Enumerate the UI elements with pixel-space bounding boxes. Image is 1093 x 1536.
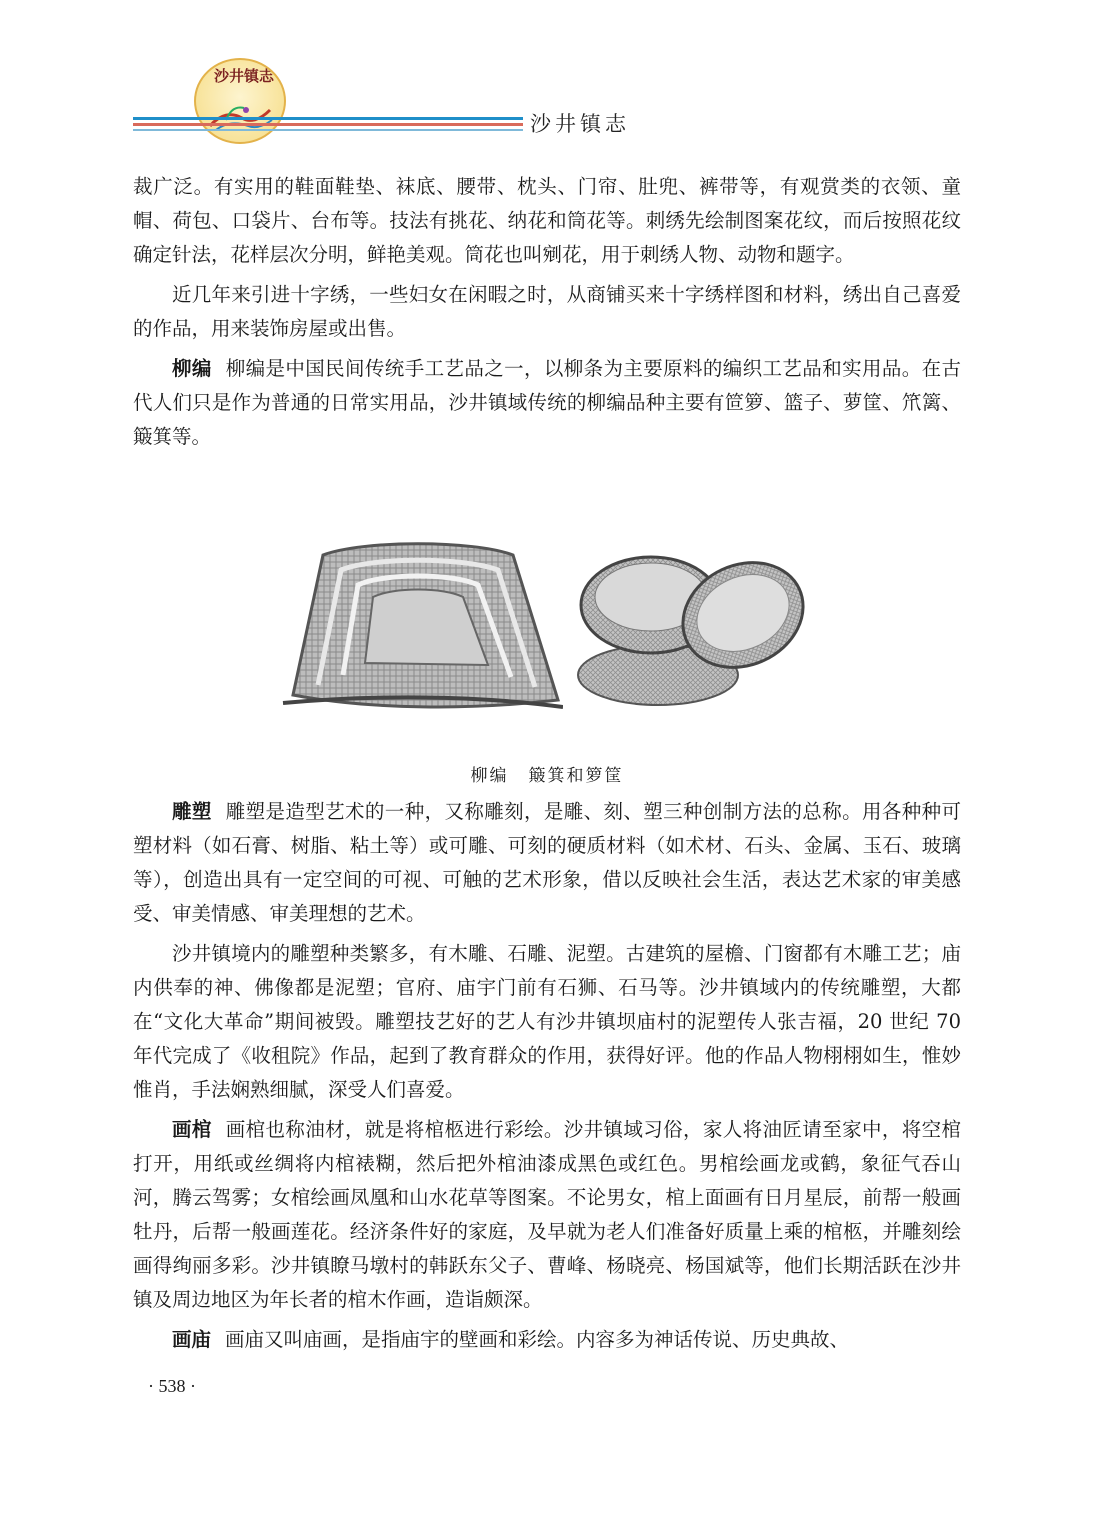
- section-term: 雕塑: [172, 800, 212, 823]
- paragraph: [133, 278, 961, 346]
- paragraph: [133, 1323, 961, 1357]
- paragraph: [133, 352, 961, 454]
- basket-photo: [573, 535, 813, 710]
- header-line-lightblue: [133, 129, 523, 131]
- willow-weaving-figure: [133, 525, 961, 795]
- caption-text: 簸箕和箩筐: [528, 766, 624, 786]
- section-term: 画棺: [172, 1118, 212, 1141]
- header-rule: [133, 117, 523, 137]
- paragraph-text: 沙井镇境内的雕塑种类繁多，有木雕、石雕、泥塑。古建筑的屋檐、门窗都有木雕工艺；庙内供奉的神、佛像都是泥塑；官府、庙宇门前有石狮、石马等。沙井镇域内的传统雕塑，大都在“文化大革命”期间被毁。雕塑技艺好的艺人有沙井镇坝庙村的泥塑传人张吉福，20 世纪 70 年代完成了《收租院》作品，起到了教育群众的作用，获得好评。他的作品人物栩栩如生，惟妙惟肖，手法娴熟细腻，深受人们喜爱。: [133, 942, 961, 1101]
- paragraph-text: 柳编是中国民间传统手工艺品之一，以柳条为主要原料的编织工艺品和实用品。在古代人们只是作为普通的日常实用品，沙井镇域传统的柳编品种主要有笸箩、篮子、萝筐、笊篱、簸箕等。: [133, 357, 961, 448]
- paragraph: [133, 1113, 961, 1317]
- section-term: 柳编: [172, 357, 212, 380]
- paragraph-text: 近几年来引进十字绣，一些妇女在闲暇之时，从商铺买来十字绣样图和材料，绣出自己喜爱的作品，用来装饰房屋或出售。: [133, 283, 961, 340]
- body-text-top: [133, 170, 961, 460]
- header-line-red: [133, 123, 523, 126]
- dustpan-photo: [273, 535, 563, 710]
- paragraph: [133, 170, 961, 272]
- header-line-blue: [133, 117, 523, 120]
- body-text-bottom: [133, 795, 961, 1363]
- running-title: 沙井镇志: [530, 112, 630, 136]
- paragraph-text: 裁广泛。有实用的鞋面鞋垫、袜底、腰带、枕头、门帘、肚兜、裤带等，有观赏类的衣领、童帽、荷包、口袋片、台布等。技法有挑花、纳花和筒花等。刺绣先绘制图案花纹，而后按照花纹确定针法，花样层次分明，鲜艳美观。筒花也叫剜花，用于刺绣人物、动物和题字。: [133, 175, 961, 266]
- paragraph: [133, 937, 961, 1107]
- logo-text: 沙井镇志: [214, 67, 275, 85]
- page-header: [0, 0, 1093, 150]
- paragraph: [133, 795, 961, 931]
- paragraph-text: 画庙又叫庙画，是指庙宇的壁画和彩绘。内容多为神话传说、历史典故、: [225, 1328, 850, 1351]
- section-term: 画庙: [172, 1328, 212, 1351]
- page-number: · 538 ·: [148, 1376, 196, 1396]
- paragraph-text: 雕塑是造型艺术的一种，又称雕刻，是雕、刻、塑三种创制方法的总称。用各种种可塑材料（如石膏、树脂、粘土等）或可雕、可刻的硬质材料（如术材、石头、金属、玉石、玻璃等），创造出具有一定空间的可视、可触的艺术形象，借以反映社会生活，表达艺术家的审美感受、审美情感、审美理想的艺术。: [133, 800, 961, 925]
- caption-label: 柳编: [470, 766, 509, 786]
- paragraph-text: 画棺也称油材，就是将棺柩进行彩绘。沙井镇域习俗，家人将油匠请至家中，将空棺打开，用纸或丝绸将内棺裱糊，然后把外棺油漆成黑色或红色。男棺绘画龙或鹤，象征气吞山河，腾云驾雾；女棺绘画凤凰和山水花草等图案。不论男女，棺上面画有日月星辰，前帮一般画牡丹，后帮一般画莲花。经济条件好的家庭，及早就为老人们准备好质量上乘的棺柩，并雕刻绘画得绚丽多彩。沙井镇瞭马墩村的韩跃东父子、曹峰、杨晓亮、杨国斌等，他们长期活跃在沙井镇及周边地区为年长者的棺木作画，造诣颇深。: [133, 1118, 961, 1311]
- figure-caption: [133, 761, 961, 786]
